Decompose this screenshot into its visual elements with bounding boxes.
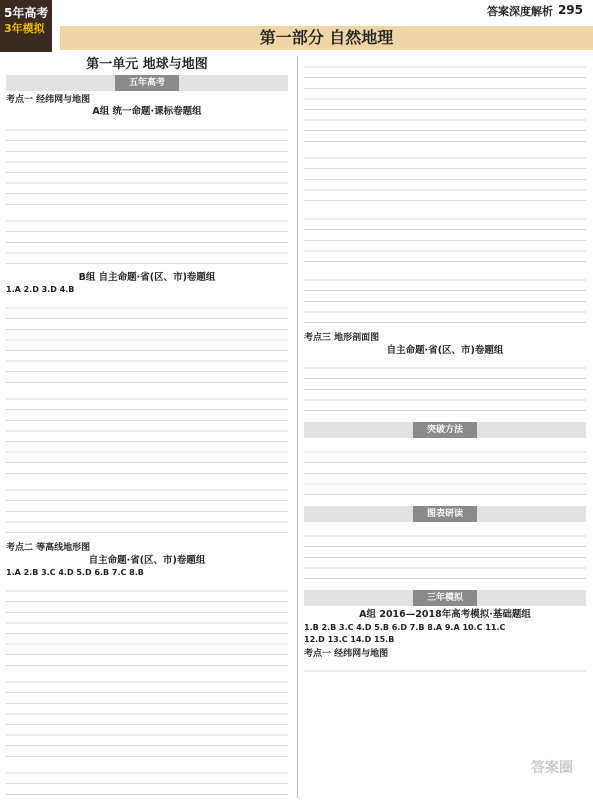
right-column xyxy=(304,56,586,798)
answer-paragraph xyxy=(6,763,288,798)
answer-paragraph xyxy=(6,581,288,671)
band-label: 图表研读 xyxy=(413,506,477,522)
page-number: 295 xyxy=(557,3,583,17)
kaodian-heading: 考点二 等高线地形图 xyxy=(6,542,91,553)
answer-paragraph xyxy=(6,480,288,540)
section-band-five-years xyxy=(6,75,288,91)
answer-paragraph xyxy=(6,389,288,479)
answer-key: 1.B 2.B 3.C 4.D 5.B 6.D 7.B 8.A 9.A 10.C 11.C xyxy=(304,622,506,632)
answer-paragraph xyxy=(304,57,586,147)
group-heading-b: B组 自主命题·省(区、市)卷题组 xyxy=(78,271,216,283)
group-heading-a: A组 统一命题·课标卷题组 xyxy=(92,106,202,118)
answer-paragraph xyxy=(304,358,586,418)
answer-key: 1.A 2.B 3.C 4.D 5.D 6.B 7.C 8.B xyxy=(6,568,144,578)
section-band-three-year-mock xyxy=(304,590,586,606)
band-label: 五年高考 xyxy=(115,75,179,91)
group-heading: 自主命题·省(区、市)卷题组 xyxy=(88,554,206,566)
answer-paragraph xyxy=(304,270,586,330)
answer-key: 1.A 2.D 3.D 4.B xyxy=(6,285,75,295)
answer-paragraph xyxy=(304,526,586,586)
brand-logo xyxy=(0,0,52,52)
answer-paragraph xyxy=(304,148,586,208)
kaodian-heading: 考点三 地形剖面图 xyxy=(304,333,380,343)
answer-paragraph xyxy=(6,672,288,762)
brand-line2: 3年模拟 xyxy=(4,22,45,35)
kaodian-heading: 考点一 经纬网与地图 xyxy=(6,94,91,105)
answer-paragraph xyxy=(304,661,586,681)
answer-paragraph xyxy=(304,442,586,502)
brand-line1: 5年高考 xyxy=(4,6,49,20)
running-head: 答案深度解析 xyxy=(487,5,553,18)
band-label: 突破方法 xyxy=(413,422,477,438)
band-label: 三年模拟 xyxy=(413,590,477,606)
column-divider xyxy=(297,56,298,798)
group-heading: 自主命题·省(区、市)卷题组 xyxy=(386,344,504,356)
watermark-stamp: 答案圈 xyxy=(531,760,573,776)
answer-paragraph xyxy=(6,120,288,210)
section-band-chart-reading xyxy=(304,506,586,522)
answer-key: 12.D 13.C 14.D 15.B xyxy=(304,635,395,645)
answer-paragraph xyxy=(304,209,586,269)
kaodian-heading: 考点一 经纬网与地图 xyxy=(304,648,389,659)
answer-paragraph xyxy=(6,211,288,271)
section-band-methods xyxy=(304,422,586,438)
answer-paragraph xyxy=(6,298,288,388)
left-column xyxy=(6,56,288,798)
part-title: 第一部分 自然地理 xyxy=(60,26,593,50)
mock-group-heading: A组 2016—2018年高考模拟·基础题组 xyxy=(359,609,531,621)
unit-title: 第一单元 地球与地图 xyxy=(86,57,208,72)
